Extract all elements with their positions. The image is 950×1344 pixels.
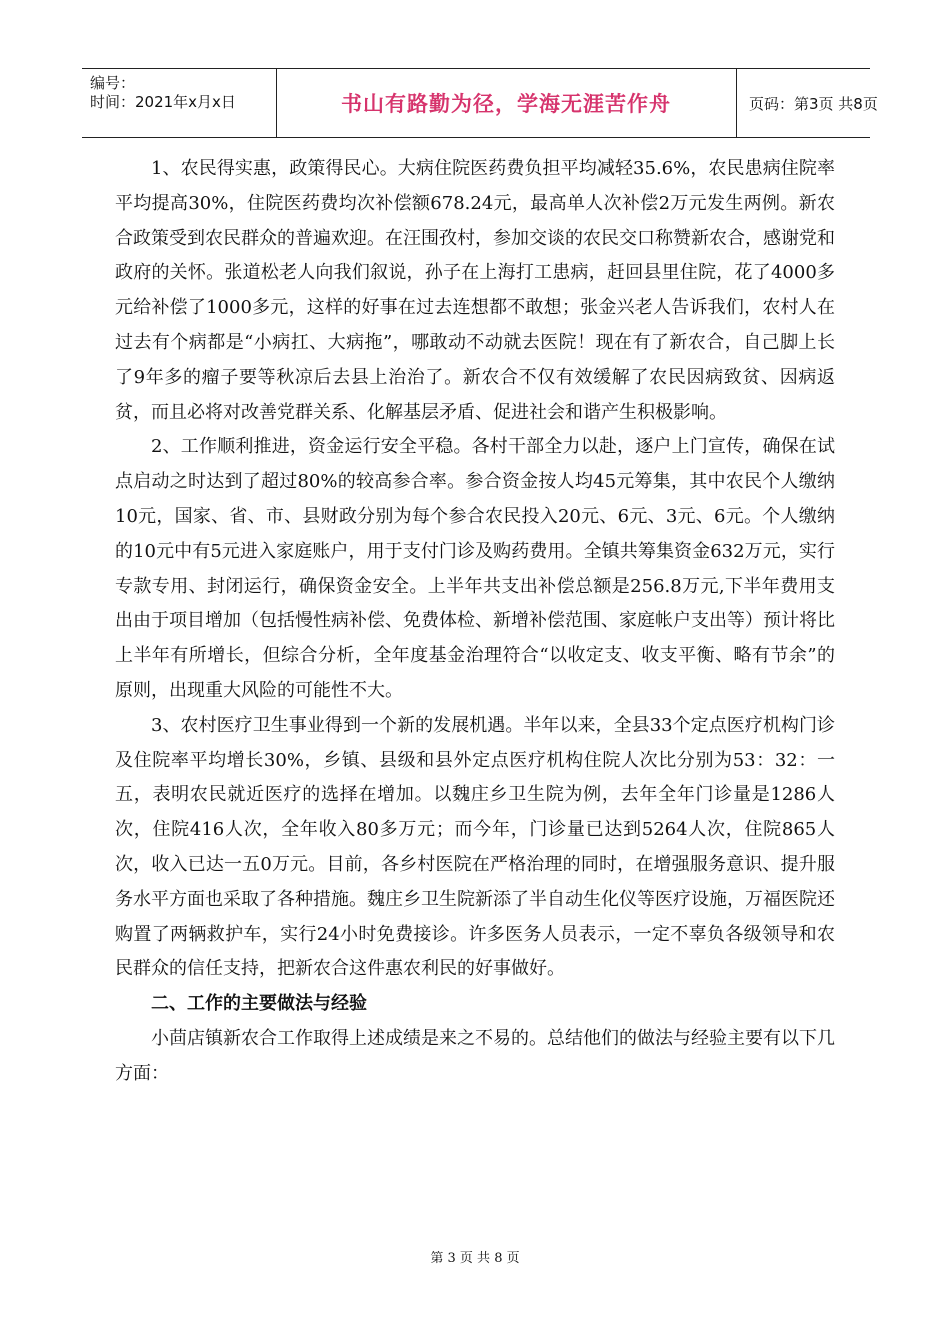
paragraph-4: 小茴店镇新农合工作取得上述成绩是来之不易的。总结他们的做法与经验主要有以下几方面： [115, 1027, 835, 1084]
paragraph-3: 3、农村医疗卫生事业得到一个新的发展机遇。半年以来，全县33个定点医疗机构门诊及住院率平均增长30%，乡镇、县级和县外定点医疗机构住院人次比分别为53：32：一五，表明农民就近医疗的选择在增加。以魏庄乡卫生院为例，去年全年门诊量是1286人次，住院416人次，全年收入80多万元；而今年，门诊量已达到5264人次，住院865人次，收入已达一五0万元。目前，各乡村医院在严格治理的同时，在增强服务意识、提升服务水平方面也采取了各种措施。魏庄乡卫生院新添了半自动生化仪等医疗设施，万福医院还购置了两辆救护车，实行24小时免费接诊。许多医务人员表示，一定不辜负各级领导和农民群众的信任支持，把新农合这件惠农利民的好事做好。 [115, 714, 835, 980]
document-number-label: 编号： [90, 74, 136, 92]
document-time-label: 时间：2021年x月x日 [90, 93, 236, 111]
header-meta-cell [82, 69, 277, 137]
page-footer: 第 3 页 共 8 页 [430, 1251, 520, 1266]
document-body [115, 152, 835, 1092]
header-motto-cell [276, 69, 737, 137]
header-page-cell [737, 69, 878, 137]
header-page-code: 页码：第3页 共8页 [749, 94, 878, 113]
section-heading: 二、工作的主要做法与经验 [151, 993, 367, 1015]
page-header [82, 68, 878, 138]
paragraph-2: 2、工作顺利推进，资金运行安全平稳。各村干部全力以赴，逐户上门宣传，确保在试点启动之时达到了超过80%的较高参合率。参合资金按人均45元筹集，其中农民个人缴纳10元，国家、省、市、县财政分别为每个参合农民投入20元、6元、3元、6元。个人缴纳的10元中有5元进入家庭账户，用于支付门诊及购药费用。全镇共筹集资金632万元，实行专款专用、封闭运行，确保资金安全。上半年共支出补偿总额是256.8万元,下半年费用支出由于项目增加（包括慢性病补偿、免费体检、新增补偿范围、家庭帐户支出等）预计将比上半年有所增长，但综合分析，全年度基金治理符合“以收定支、收支平衡、略有节余”的原则，出现重大风险的可能性不大。 [115, 436, 835, 701]
header-motto: 书山有路勤为径，学海无涯苦作舟 [341, 92, 671, 116]
paragraph-1: 1、农民得实惠，政策得民心。大病住院医药费负担平均减轻35.6%，农民患病住院率平均提高30%，住院医药费均次补偿额678.24元，最高单人次补偿2万元发生两例。新农合政策受到农民群众的普遍欢迎。在汪围孜村，参加交谈的农民交口称赞新农合，感谢党和政府的关怀。张道松老人向我们叙说，孙子在上海打工患病，赶回县里住院，花了4000多元给补偿了1000多元，这样的好事在过去连想都不敢想；张金兴老人告诉我们，农村人在过去有个病都是“小病扛、大病拖”，哪敢动不动就去医院！现在有了新农合，自己脚上长了9年多的瘤子要等秋凉后去县上治治了。新农合不仅有效缓解了农民因病致贫、因病返贫，而且必将对改善党群关系、化解基层矛盾、促进社会和谐产生积极影响。 [115, 158, 835, 423]
